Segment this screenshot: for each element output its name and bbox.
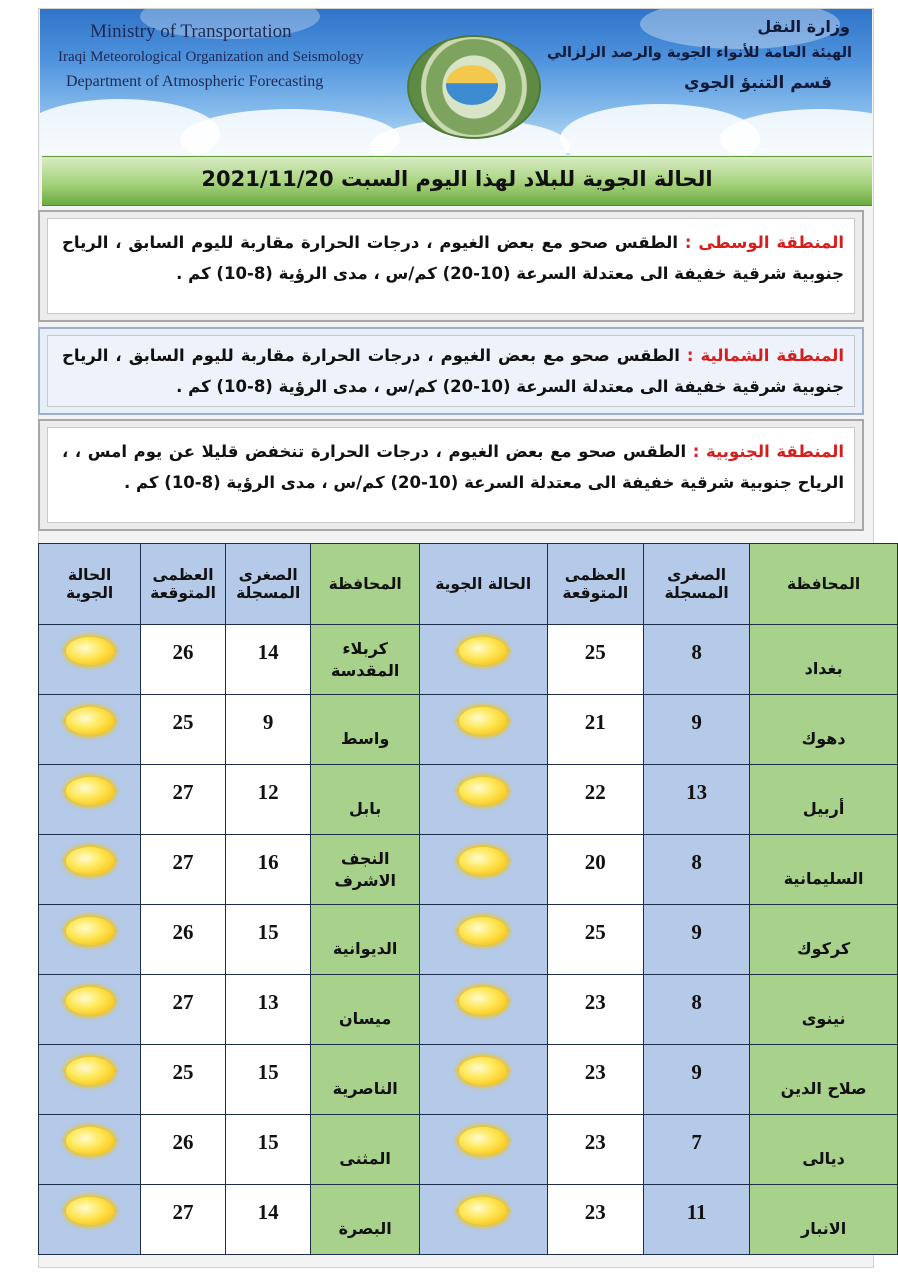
governorate-cell: ديالى: [750, 1115, 898, 1185]
max-temp-cell: 21: [547, 695, 643, 765]
governorate-cell: بغداد: [750, 625, 898, 695]
weather-cell: [39, 835, 141, 905]
weather-cell: [39, 765, 141, 835]
region-description: الطقس صحو مع بعض الغيوم ، درجات الحرارة مقاربة لليوم السابق ، الرياح جنوبية شرقية خفيفة الى معتدلة السرعة (10-20) كم/س ، مدى الرؤية (8-10) كم .: [62, 346, 844, 396]
sunny-icon: [60, 634, 120, 668]
table-row: [39, 1045, 898, 1115]
min-temp-cell: 8: [644, 835, 750, 905]
table-row: [39, 625, 898, 695]
governorate-cell: واسط: [311, 695, 419, 765]
min-temp-cell: 8: [644, 625, 750, 695]
sunny-icon: [453, 1194, 513, 1228]
table-row: [39, 1185, 898, 1255]
table-row: [39, 905, 898, 975]
max-temp-cell: 23: [547, 1115, 643, 1185]
max-temp-cell: 26: [141, 625, 226, 695]
max-temp-cell: 27: [141, 765, 226, 835]
sunny-icon: [453, 634, 513, 668]
sunny-icon: [453, 1124, 513, 1158]
sunny-icon: [60, 844, 120, 878]
sunny-icon: [453, 704, 513, 738]
weather-cell: [419, 1045, 547, 1115]
region-name: المنطقة الوسطى :: [684, 233, 844, 252]
governorate-cell: ميسان: [311, 975, 419, 1045]
header-banner: [40, 9, 872, 155]
sunny-icon: [453, 844, 513, 878]
governorate-cell: الديوانية: [311, 905, 419, 975]
weather-cell: [39, 695, 141, 765]
min-temp-cell: 15: [225, 905, 311, 975]
weather-cell: [39, 1115, 141, 1185]
governorate-cell: كربلاء المقدسة: [311, 625, 419, 695]
governorate-cell: المثنى: [311, 1115, 419, 1185]
region-text: [62, 340, 844, 402]
header-ar-organization: الهيئة العامة للأنواء الجوية والرصد الزلزالي: [546, 45, 852, 61]
weather-cell: [419, 625, 547, 695]
table-row: [39, 765, 898, 835]
header-en-organization: Iraqi Meteorological Organization and Seismology: [58, 49, 364, 65]
weather-cell: [419, 905, 547, 975]
temperature-table: [38, 543, 898, 1255]
max-temp-cell: 26: [141, 905, 226, 975]
governorate-cell: الانبار: [750, 1185, 898, 1255]
max-temp-cell: 27: [141, 1185, 226, 1255]
header-min-left: الصغرى المسجلة: [225, 544, 311, 625]
governorate-cell: أربيل: [750, 765, 898, 835]
weather-cell: [419, 975, 547, 1045]
max-temp-cell: 25: [141, 1045, 226, 1115]
table-row: [39, 1115, 898, 1185]
max-temp-cell: 23: [547, 1185, 643, 1255]
header-en-department: Department of Atmospheric Forecasting: [66, 73, 324, 90]
region-text: [62, 436, 844, 498]
max-temp-cell: 25: [547, 905, 643, 975]
region-name: المنطقة الجنوبية :: [692, 442, 844, 461]
sunny-icon: [60, 704, 120, 738]
region-north: [38, 327, 864, 415]
table-row: [39, 695, 898, 765]
max-temp-cell: 23: [547, 1045, 643, 1115]
header-gov-right: المحافظة: [750, 544, 898, 625]
sunny-icon: [453, 984, 513, 1018]
max-temp-cell: 23: [547, 975, 643, 1045]
max-temp-cell: 22: [547, 765, 643, 835]
table-header-row: [39, 544, 898, 625]
min-temp-cell: 12: [225, 765, 311, 835]
min-temp-cell: 13: [225, 975, 311, 1045]
min-temp-cell: 13: [644, 765, 750, 835]
header-weather-left: الحالة الجوية: [39, 544, 141, 625]
header-max-right: العظمى المتوقعة: [547, 544, 643, 625]
min-temp-cell: 9: [225, 695, 311, 765]
governorate-cell: السليمانية: [750, 835, 898, 905]
header-ar-department: قسم التنبؤ الجوي: [684, 73, 832, 93]
min-temp-cell: 9: [644, 1045, 750, 1115]
sunny-icon: [453, 914, 513, 948]
header-max-left: العظمى المتوقعة: [141, 544, 226, 625]
header-gov-left: المحافظة: [311, 544, 419, 625]
max-temp-cell: 26: [141, 1115, 226, 1185]
max-temp-cell: 20: [547, 835, 643, 905]
sunny-icon: [60, 984, 120, 1018]
page-title: الحالة الجوية للبلاد لهذا اليوم السبت 2021/11/20: [201, 167, 713, 191]
min-temp-cell: 11: [644, 1185, 750, 1255]
header-ar-ministry: وزارة النقل: [757, 17, 850, 36]
table-row: [39, 975, 898, 1045]
region-description: الطقس صحو مع بعض الغيوم ، درجات الحرارة تنخفض قليلا عن يوم امس ، ، الرياح جنوبية شرقية خفيفة الى معتدلة السرعة (10-20) كم/س ، مدى الرؤية (8-10) كم .: [62, 442, 844, 492]
sunny-icon: [60, 1054, 120, 1088]
governorate-cell: بابل: [311, 765, 419, 835]
table-row: [39, 835, 898, 905]
min-temp-cell: 9: [644, 905, 750, 975]
weather-cell: [39, 625, 141, 695]
max-temp-cell: 27: [141, 835, 226, 905]
max-temp-cell: 27: [141, 975, 226, 1045]
header-en-ministry: Ministry of Transportation: [90, 21, 292, 42]
sunny-icon: [60, 1194, 120, 1228]
region-description: الطقس صحو مع بعض الغيوم ، درجات الحرارة مقاربة لليوم السابق ، الرياح جنوبية شرقية خفيفة الى معتدلة السرعة (10-20) كم/س ، مدى الرؤية (8-10) كم .: [62, 233, 844, 283]
region-central: [38, 210, 864, 322]
weather-cell: [419, 1185, 547, 1255]
weather-cell: [419, 835, 547, 905]
governorate-cell: نينوى: [750, 975, 898, 1045]
weather-cell: [39, 1045, 141, 1115]
governorate-cell: الناصرية: [311, 1045, 419, 1115]
min-temp-cell: 15: [225, 1045, 311, 1115]
organization-logo: [407, 35, 541, 139]
governorate-cell: دهوك: [750, 695, 898, 765]
sunny-icon: [453, 774, 513, 808]
min-temp-cell: 15: [225, 1115, 311, 1185]
max-temp-cell: 25: [141, 695, 226, 765]
weather-cell: [419, 695, 547, 765]
governorate-cell: النجف الاشرف: [311, 835, 419, 905]
min-temp-cell: 7: [644, 1115, 750, 1185]
governorate-cell: صلاح الدين: [750, 1045, 898, 1115]
max-temp-cell: 25: [547, 625, 643, 695]
min-temp-cell: 9: [644, 695, 750, 765]
region-south: [38, 419, 864, 531]
sunny-icon: [453, 1054, 513, 1088]
governorate-cell: البصرة: [311, 1185, 419, 1255]
header-weather-right: الحالة الجوية: [419, 544, 547, 625]
sunny-icon: [60, 1124, 120, 1158]
header-min-right: الصغرى المسجلة: [644, 544, 750, 625]
sunny-icon: [60, 914, 120, 948]
sunny-icon: [60, 774, 120, 808]
title-bar: [42, 156, 872, 206]
min-temp-cell: 14: [225, 1185, 311, 1255]
weather-cell: [39, 975, 141, 1045]
weather-cell: [419, 765, 547, 835]
weather-cell: [39, 905, 141, 975]
weather-cell: [419, 1115, 547, 1185]
min-temp-cell: 8: [644, 975, 750, 1045]
region-text: [62, 227, 844, 289]
min-temp-cell: 16: [225, 835, 311, 905]
weather-cell: [39, 1185, 141, 1255]
governorate-cell: كركوك: [750, 905, 898, 975]
min-temp-cell: 14: [225, 625, 311, 695]
region-name: المنطقة الشمالية :: [686, 346, 845, 365]
